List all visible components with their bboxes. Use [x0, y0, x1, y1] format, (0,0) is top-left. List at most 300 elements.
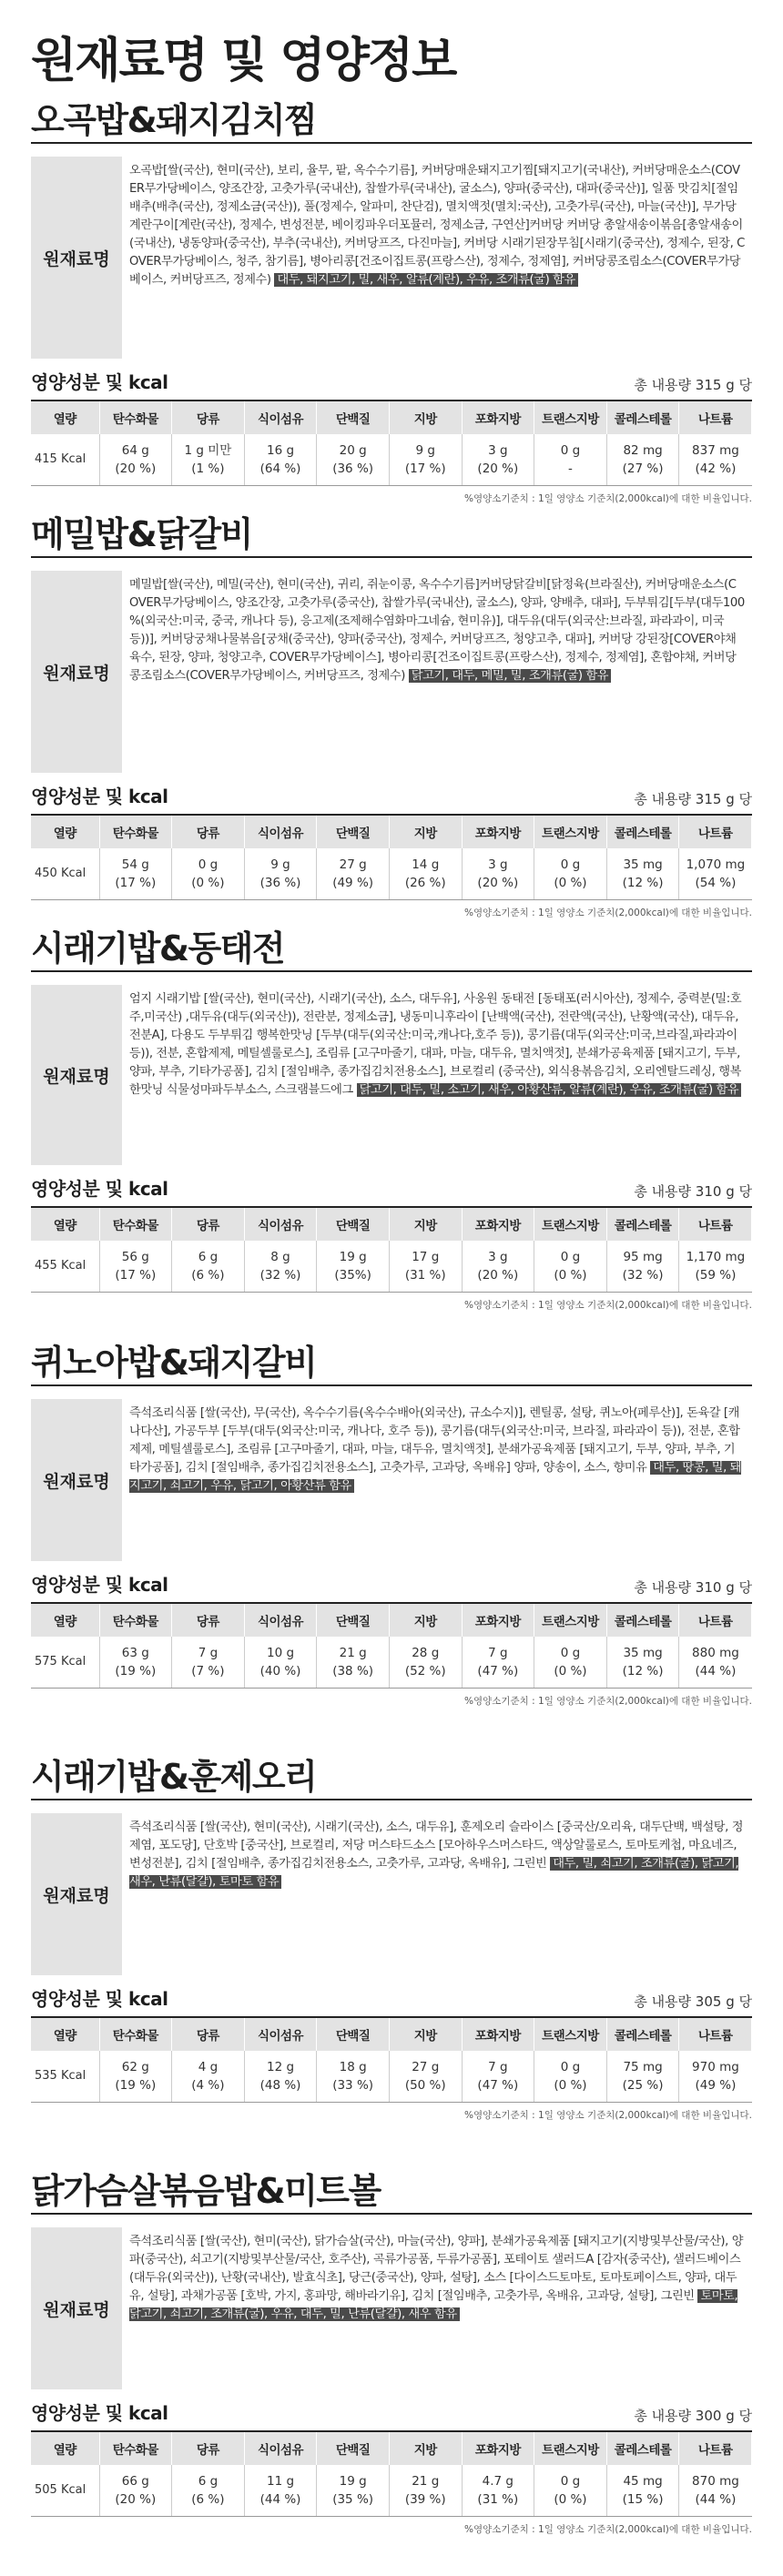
nutrient-amount: 0 g — [560, 857, 581, 872]
column-header: 탄수화물 — [99, 2432, 172, 2465]
total-amount: 총 내용량 300 g 당 — [634, 2408, 752, 2424]
nutrient-amount: 35 mg — [623, 1645, 663, 1660]
nutrition-table — [31, 1604, 752, 1689]
column-header: 콜레스테롤 — [606, 1208, 679, 1241]
ingredients-text — [122, 985, 752, 1165]
nutrient-percent: (38 %) — [332, 1663, 374, 1678]
product-name: 시래기밥&동태전 — [31, 919, 752, 972]
column-header: 지방 — [389, 401, 462, 434]
nutrient-amount: 7 g — [198, 1645, 219, 1660]
nutrition-header — [31, 1984, 752, 2018]
nutrient-cell — [317, 1241, 390, 1292]
kcal-cell: 535 Kcal — [31, 2051, 99, 2102]
nutrient-percent: (6 %) — [191, 1267, 225, 1283]
column-header: 콜레스테롤 — [606, 401, 679, 434]
nutrient-cell — [99, 1637, 172, 1688]
nutrient-amount: 1,070 mg — [686, 857, 746, 872]
nutrient-amount: 6 g — [198, 1249, 219, 1264]
table-row — [31, 848, 752, 899]
nutrient-percent: (27 %) — [622, 461, 664, 476]
nutrient-percent: (15 %) — [622, 2491, 664, 2507]
nutrient-percent: (17 %) — [115, 875, 157, 890]
kcal-cell: 450 Kcal — [31, 848, 99, 899]
column-header: 트랜스지방 — [534, 816, 607, 848]
column-header: 포화지방 — [462, 2018, 534, 2051]
column-header: 단백질 — [317, 1208, 390, 1241]
nutrient-percent: (26 %) — [404, 875, 446, 890]
product-section — [31, 505, 752, 919]
allergen-notice: 대두, 밀, 쇠고기, 조개류(굴), 닭고기, 새우, 난류(달걀), 토마토 함유 — [129, 1857, 739, 1889]
nutrient-percent: (32 %) — [622, 1267, 664, 1283]
column-header: 나트륨 — [679, 401, 752, 434]
column-header: 나트륨 — [679, 2432, 752, 2465]
nutrient-amount: 7 g — [488, 2059, 508, 2074]
daily-value-note: %영양소기준치 : 1일 영양소 기준치(2,000kcal)에 대한 비율입니다. — [463, 1695, 752, 1707]
ingredients-row — [31, 157, 752, 359]
ingredients-text — [122, 2227, 752, 2389]
nutrient-percent: (20 %) — [115, 2491, 157, 2507]
column-header: 식이섬유 — [244, 401, 317, 434]
ingredients-row — [31, 571, 752, 773]
product-section — [31, 1748, 752, 2162]
total-amount: 총 내용량 310 g 당 — [634, 1183, 752, 1200]
nutrient-percent: (54 %) — [695, 875, 737, 890]
column-header: 포화지방 — [462, 2432, 534, 2465]
nutrition-table — [31, 2432, 752, 2517]
ingredients-row — [31, 2227, 752, 2389]
nutrient-percent: (0 %) — [554, 1663, 587, 1678]
nutrient-percent: (49 %) — [695, 2077, 737, 2093]
table-row — [31, 2051, 752, 2102]
column-header: 지방 — [389, 1604, 462, 1637]
nutrient-percent: (47 %) — [477, 2077, 519, 2093]
ingredients-text — [122, 1813, 752, 1975]
column-header: 콜레스테롤 — [606, 2432, 679, 2465]
column-header: 나트륨 — [679, 1604, 752, 1637]
allergen-notice: 대두, 돼지고기, 밀, 새우, 알류(계란), 우유, 조개류(굴) 함유 — [274, 273, 577, 287]
table-row — [31, 1637, 752, 1688]
nutrient-percent: (0 %) — [554, 1267, 587, 1283]
nutrient-amount: 1,170 mg — [686, 1249, 746, 1264]
nutrient-amount: 20 g — [339, 442, 367, 458]
nutrient-amount: 95 mg — [623, 1249, 663, 1264]
column-header: 식이섬유 — [244, 816, 317, 848]
nutrient-percent: (20 %) — [477, 1267, 519, 1283]
nutrient-cell — [606, 848, 679, 899]
nutrient-cell — [462, 848, 534, 899]
nutrient-cell — [389, 434, 462, 485]
nutrient-cell — [389, 1637, 462, 1688]
nutrient-cell — [679, 1637, 752, 1688]
nutrition-header — [31, 1570, 752, 1604]
nutrient-percent: (17 %) — [115, 1267, 157, 1283]
nutrient-cell — [317, 848, 390, 899]
ingredients-label: 원재료명 — [31, 1813, 122, 1975]
nutrition-header — [31, 782, 752, 816]
column-header: 열량 — [31, 401, 99, 434]
nutrient-percent: (31 %) — [477, 2491, 519, 2507]
nutrient-amount: 62 g — [121, 2059, 149, 2074]
nutrient-amount: 970 mg — [692, 2059, 739, 2074]
nutrient-percent: (0 %) — [191, 875, 225, 890]
nutrient-percent: (44 %) — [695, 1663, 737, 1678]
nutrient-percent: (36 %) — [332, 461, 374, 476]
nutrient-amount: 9 g — [270, 857, 290, 872]
nutrient-percent: (35%) — [334, 1267, 371, 1283]
ingredients-row — [31, 1813, 752, 1975]
table-header-row — [31, 816, 752, 848]
nutrient-amount: 0 g — [560, 2473, 581, 2489]
nutrient-amount: 28 g — [412, 1645, 440, 1660]
nutrient-cell — [679, 2051, 752, 2102]
column-header: 포화지방 — [462, 816, 534, 848]
total-amount: 총 내용량 315 g 당 — [634, 377, 752, 393]
allergen-notice: 닭고기, 대두, 밀, 소고기, 새우, 아황산류, 알류(계란), 우유, 조개류(굴) 함유 — [357, 1083, 742, 1097]
nutrient-amount: 64 g — [121, 442, 149, 458]
column-header: 지방 — [389, 1208, 462, 1241]
column-header: 당류 — [172, 1208, 245, 1241]
nutrient-percent: (39 %) — [404, 2491, 446, 2507]
column-header: 단백질 — [317, 401, 390, 434]
column-header: 지방 — [389, 2018, 462, 2051]
column-header: 탄수화물 — [99, 1208, 172, 1241]
column-header: 당류 — [172, 816, 245, 848]
column-header: 당류 — [172, 401, 245, 434]
nutrient-percent: (12 %) — [622, 1663, 664, 1678]
nutrient-amount: 6 g — [198, 2473, 219, 2489]
nutrient-cell — [172, 2051, 245, 2102]
column-header: 탄수화물 — [99, 1604, 172, 1637]
nutrient-cell — [172, 1241, 245, 1292]
table-header-row — [31, 1208, 752, 1241]
nutrient-cell — [679, 1241, 752, 1292]
nutrient-amount: 75 mg — [623, 2059, 663, 2074]
ingredients-list: 즉석조리식품 [쌀(국산), 현미(국산), 시래기(국산), 소스, 대두유], 훈제오리 슬라이스 [중국산/오리육, 대두단백, 백설탕, 정제염, 포도당], 단호박 [중국산], 브로컬리, 저당 머스타드소스 [모아하우스머스타드, 액상알룰로스, 토마토케첩, 마요네즈, 변성전분], 김치 [절임배추, 종가집김치전용소스, 고춧가루, 고과당, 옥배유], 그린빈 — [129, 1820, 744, 1871]
product-name: 메밀밥&닭갈비 — [31, 505, 752, 558]
ingredients-row — [31, 1399, 752, 1561]
daily-value-note: %영양소기준치 : 1일 영양소 기준치(2,000kcal)에 대한 비율입니다. — [463, 2109, 752, 2121]
nutrient-percent: (19 %) — [115, 1663, 157, 1678]
nutrition-header — [31, 2399, 752, 2432]
nutrition-title: 영양성분 및 kcal — [31, 1988, 168, 2010]
column-header: 나트륨 — [679, 816, 752, 848]
nutrient-cell — [606, 1637, 679, 1688]
nutrient-cell — [317, 1637, 390, 1688]
column-header: 단백질 — [317, 816, 390, 848]
nutrient-percent: (0 %) — [554, 2077, 587, 2093]
product-name: 퀴노아밥&돼지갈비 — [31, 1334, 752, 1386]
allergen-notice: 토마토, 닭고기, 쇠고기, 조개류(굴), 우유, 대두, 밀, 난류(달걀), 새우 함유 — [129, 2289, 738, 2321]
nutrient-percent: (1 %) — [191, 461, 225, 476]
table-header-row — [31, 2018, 752, 2051]
nutrient-cell — [534, 1241, 607, 1292]
column-header: 콜레스테롤 — [606, 816, 679, 848]
nutrient-cell — [99, 2051, 172, 2102]
table-header-row — [31, 2432, 752, 2465]
nutrition-table — [31, 816, 752, 900]
nutrient-cell — [679, 848, 752, 899]
table-row — [31, 1241, 752, 1292]
nutrient-percent: (0 %) — [554, 875, 587, 890]
kcal-cell: 575 Kcal — [31, 1637, 99, 1688]
nutrient-percent: (36 %) — [259, 875, 301, 890]
nutrient-percent: (33 %) — [332, 2077, 374, 2093]
column-header: 열량 — [31, 2432, 99, 2465]
nutrient-amount: 1 g 미만 — [184, 442, 232, 458]
nutrient-cell — [317, 2465, 390, 2516]
column-header: 트랜스지방 — [534, 1208, 607, 1241]
column-header: 식이섬유 — [244, 2018, 317, 2051]
table-header-row — [31, 401, 752, 434]
nutrient-percent: (12 %) — [622, 875, 664, 890]
nutrient-percent: (47 %) — [477, 1663, 519, 1678]
nutrient-percent: (44 %) — [259, 2491, 301, 2507]
product-section — [31, 1334, 752, 1748]
column-header: 지방 — [389, 816, 462, 848]
nutrient-percent: (48 %) — [259, 2077, 301, 2093]
nutrient-amount: 82 mg — [623, 442, 663, 458]
nutrient-amount: 837 mg — [692, 442, 739, 458]
nutrient-amount: 0 g — [560, 442, 581, 458]
nutrient-cell — [389, 2051, 462, 2102]
nutrient-amount: 35 mg — [623, 857, 663, 872]
nutrient-amount: 18 g — [339, 2059, 367, 2074]
nutrient-amount: 21 g — [339, 1645, 367, 1660]
nutrient-percent: (31 %) — [404, 1267, 446, 1283]
nutrient-cell — [679, 2465, 752, 2516]
daily-value-note: %영양소기준치 : 1일 영양소 기준치(2,000kcal)에 대한 비율입니다. — [463, 492, 752, 504]
product-section — [31, 2162, 752, 2576]
ingredients-text — [122, 1399, 752, 1561]
nutrient-amount: 8 g — [270, 1249, 290, 1264]
column-header: 트랜스지방 — [534, 2432, 607, 2465]
column-header: 콜레스테롤 — [606, 1604, 679, 1637]
allergen-notice: 대두, 땅콩, 밀, 돼지고기, 쇠고기, 우유, 닭고기, 아황산류 함유 — [129, 1461, 742, 1493]
column-header: 탄수화물 — [99, 2018, 172, 2051]
nutrient-cell — [244, 1241, 317, 1292]
nutrition-title: 영양성분 및 kcal — [31, 1574, 168, 1596]
column-header: 트랜스지방 — [534, 2018, 607, 2051]
nutrient-amount: 880 mg — [692, 1645, 739, 1660]
table-row — [31, 2465, 752, 2516]
nutrient-cell — [606, 2051, 679, 2102]
nutrient-amount: 54 g — [121, 857, 149, 872]
nutrient-amount: 66 g — [121, 2473, 149, 2489]
ingredients-text — [122, 571, 752, 773]
ingredients-row — [31, 985, 752, 1165]
nutrient-amount: 0 g — [560, 1249, 581, 1264]
nutrient-amount: 3 g — [488, 442, 508, 458]
product-list — [31, 91, 752, 2576]
nutrient-cell — [99, 2465, 172, 2516]
ingredients-label: 원재료명 — [31, 157, 122, 359]
nutrient-amount: 10 g — [267, 1645, 295, 1660]
ingredients-list: 오곡밥[쌀(국산), 현미(국산), 보리, 율무, 팥, 옥수수기름], 커버당매운돼지고기찜[돼지고기(국내산), 커버당매운소스(COVER무가당베이스, 양조간장, 고춧가루(국내산), 찹쌀가루(국내산), 굴소스), 양파(중국산), 대파(중국산)], 일품 맛김치[절임배추(배추(국산), 정제소금(국산)), 풀(정제수, 알파미, 찬단검), 멸치액젓(멸치:국산), 고춧가루(국산), 마늘(국산)], 무가당계란구이[계란(국산), 정제수, 변성전분, 베이킹파우더포뮬러, 정제소금, 구연산]커버당 커버당 총알새송이볶음[총알새송이(국내산), 냉동양파(중국산), 부추(국내산), 커버당프즈, 다진마늘], 커버당 시래기된장무침[시래기(중국산), 정제수, 된장, COVER무가당베이스, 청주, 참기름], 병아리콩[건조이집트콩(프랑스산), 정제수, 정제염], 커버당콩조림소스(COVER무가당베이스, 커버당프즈, 정제수) — [129, 164, 745, 287]
column-header: 식이섬유 — [244, 1604, 317, 1637]
nutrient-cell — [172, 2465, 245, 2516]
nutrient-cell — [534, 434, 607, 485]
nutrient-cell — [99, 434, 172, 485]
column-header: 나트륨 — [679, 1208, 752, 1241]
nutrition-title: 영양성분 및 kcal — [31, 371, 168, 393]
total-amount: 총 내용량 305 g 당 — [634, 1993, 752, 2010]
nutrient-amount: 7 g — [488, 1645, 508, 1660]
nutrient-amount: 0 g — [198, 857, 219, 872]
nutrient-percent: (20 %) — [477, 461, 519, 476]
column-header: 식이섬유 — [244, 2432, 317, 2465]
nutrient-cell — [606, 1241, 679, 1292]
nutrient-amount: 4.7 g — [482, 2473, 514, 2489]
nutrient-amount: 17 g — [412, 1249, 440, 1264]
nutrition-title: 영양성분 및 kcal — [31, 786, 168, 807]
nutrient-percent: (20 %) — [115, 461, 157, 476]
nutrient-percent: - — [568, 461, 573, 476]
kcal-cell: 505 Kcal — [31, 2465, 99, 2516]
nutrient-percent: (32 %) — [259, 1267, 301, 1283]
nutrient-percent: (6 %) — [191, 2491, 225, 2507]
nutrient-amount: 19 g — [339, 1249, 367, 1264]
nutrient-cell — [462, 2465, 534, 2516]
nutrition-header — [31, 368, 752, 401]
nutrient-percent: (44 %) — [695, 2491, 737, 2507]
column-header: 트랜스지방 — [534, 401, 607, 434]
nutrient-percent: (20 %) — [477, 875, 519, 890]
nutrient-amount: 16 g — [267, 442, 295, 458]
nutrient-amount: 0 g — [560, 1645, 581, 1660]
column-header: 나트륨 — [679, 2018, 752, 2051]
column-header: 탄수화물 — [99, 816, 172, 848]
nutrient-amount: 870 mg — [692, 2473, 739, 2489]
nutrition-header — [31, 1174, 752, 1208]
column-header: 당류 — [172, 1604, 245, 1637]
column-header: 콜레스테롤 — [606, 2018, 679, 2051]
daily-value-note: %영양소기준치 : 1일 영양소 기준치(2,000kcal)에 대한 비율입니다. — [463, 907, 752, 918]
nutrient-percent: (25 %) — [622, 2077, 664, 2093]
ingredients-label: 원재료명 — [31, 571, 122, 773]
nutrient-percent: (52 %) — [404, 1663, 446, 1678]
column-header: 단백질 — [317, 2432, 390, 2465]
nutrition-table — [31, 1208, 752, 1293]
column-header: 포화지방 — [462, 401, 534, 434]
nutrient-cell — [534, 2465, 607, 2516]
nutrient-amount: 11 g — [267, 2473, 295, 2489]
nutrient-cell — [172, 434, 245, 485]
nutrient-percent: (40 %) — [259, 1663, 301, 1678]
nutrient-cell — [389, 2465, 462, 2516]
nutrient-cell — [317, 434, 390, 485]
nutrient-amount: 56 g — [121, 1249, 149, 1264]
nutrient-cell — [389, 1241, 462, 1292]
product-name: 닭가슴살볶음밥&미트볼 — [31, 2162, 752, 2215]
nutrient-percent: (42 %) — [695, 461, 737, 476]
nutrient-amount: 27 g — [412, 2059, 440, 2074]
nutrient-percent: (64 %) — [259, 461, 301, 476]
table-header-row — [31, 1604, 752, 1637]
nutrient-amount: 14 g — [412, 857, 440, 872]
ingredients-label: 원재료명 — [31, 2227, 122, 2389]
column-header: 단백질 — [317, 2018, 390, 2051]
nutrition-table — [31, 401, 752, 486]
product-section — [31, 91, 752, 505]
nutrient-cell — [244, 2465, 317, 2516]
nutrient-percent: (50 %) — [404, 2077, 446, 2093]
nutrient-cell — [534, 1637, 607, 1688]
kcal-cell: 455 Kcal — [31, 1241, 99, 1292]
nutrient-amount: 21 g — [412, 2473, 440, 2489]
column-header: 열량 — [31, 1604, 99, 1637]
nutrition-title: 영양성분 및 kcal — [31, 2402, 168, 2424]
nutrient-percent: (19 %) — [115, 2077, 157, 2093]
nutrient-amount: 3 g — [488, 857, 508, 872]
column-header: 열량 — [31, 816, 99, 848]
nutrient-cell — [99, 1241, 172, 1292]
ingredients-list: 엄지 시래기밥 [쌀(국산), 현미(국산), 시래기(국산), 소스, 대두유], 사옹원 동태전 [동태포(러시아산), 정제수, 중력분(밀:호주,미국산) ,대두유(대두(외국산)), 전란분, 정제소금], 냉동미니후라이 [난백액(국산), 전란액(국산), 난황액(국산), 대두유, 전분A], 다용도 두부튀김 행복한맛닝 [두부(대두(외국산:미국,캐나다,호주 등)), 콩기름(대두(외국산:미국,브라질,파라과이 등)), 전분, 혼합제제, 메틸셀룰로스], 조림류 [고구마줄기, 대파, 마늘, 대두유, 멸치액젓], 분쇄가공육제품 [돼지고기, 두부, 양파, 부추, 기타가공품], 김치 [절임배추, 종가집김치전용소스], 브로컬리 (중국산), 외식용볶음김치, 오리엔탈드레싱, 행복한맛닝 식물성마파두부소스, 스크램블드에그 — [129, 992, 742, 1097]
ingredients-text — [122, 157, 752, 359]
nutrient-cell — [172, 1637, 245, 1688]
page-title: 원재료명 및 영양정보 — [31, 34, 456, 88]
ingredients-list: 즉석조리식품 [쌀(국산), 현미(국산), 닭가슴살(국산), 마늘(국산), 양파], 분쇄가공육제품 [돼지고기(지방및부산물/국산), 양파(중국산), 쇠고기(지방및부산물/국산, 호주산), 곡류가공품, 두류가공품], 포테이토 샐러드A [감자(중국산), 샐러드베이스(대두유(외국산)), 난황(국내산), 발효식초], 당근(중국산), 양파, 설탕], 소스 [다이스드토마토, 토마토페이스트, 양파, 대두유, 설탕], 과채가공품 [호박, 가지, 홍파망, 해바라기유], 김치 [절임배추, 고춧가루, 옥배유, 고과당, 설탕], 그린빈 — [129, 2235, 744, 2303]
nutrition-table — [31, 2018, 752, 2103]
column-header: 포화지방 — [462, 1604, 534, 1637]
ingredients-list: 즉석조리식품 [쌀(국산), 무(국산), 옥수수기름(옥수수배아(외국산), 규소수지)], 렌틸콩, 설탕, 퀴노아(페루산)], 돈육갈 [캐나다산], 가공두부 [두부(대두(외국산:미국, 캐나다, 호주 등)), 콩기름(대두(외국산:미국, 브라질, 파라과이 등)), 전분, 혼합제제, 메틸셀룰로스], 조림류 [고구마줄기, 대파, 마늘, 대두유, 멸치액젓], 분쇄가공육제품 [돼지고기, 두부, 양파, 부추, 기타가공품], 김치 [절임배추, 종가집김치전용소스], 고춧가루, 고과당, 옥배유] 양파, 양송이, 소스, 향미유 — [129, 1406, 740, 1475]
column-header: 지방 — [389, 2432, 462, 2465]
ingredients-label: 원재료명 — [31, 985, 122, 1165]
nutrient-cell — [679, 434, 752, 485]
nutrient-cell — [606, 434, 679, 485]
nutrient-cell — [99, 848, 172, 899]
nutrient-cell — [389, 848, 462, 899]
nutrient-cell — [244, 2051, 317, 2102]
column-header: 열량 — [31, 2018, 99, 2051]
nutrient-percent: (49 %) — [332, 875, 374, 890]
column-header: 식이섬유 — [244, 1208, 317, 1241]
nutrient-cell — [534, 848, 607, 899]
nutrient-percent: (59 %) — [695, 1267, 737, 1283]
column-header: 포화지방 — [462, 1208, 534, 1241]
nutrient-amount: 27 g — [339, 857, 367, 872]
column-header: 당류 — [172, 2432, 245, 2465]
nutrient-cell — [462, 2051, 534, 2102]
column-header: 트랜스지방 — [534, 1604, 607, 1637]
nutrient-percent: (17 %) — [404, 461, 446, 476]
total-amount: 총 내용량 315 g 당 — [634, 791, 752, 807]
nutrient-percent: (35 %) — [332, 2491, 374, 2507]
product-name: 시래기밥&훈제오리 — [31, 1748, 752, 1800]
nutrient-amount: 63 g — [121, 1645, 149, 1660]
nutrient-cell — [462, 1637, 534, 1688]
column-header: 단백질 — [317, 1604, 390, 1637]
table-row — [31, 434, 752, 485]
nutrient-percent: (0 %) — [554, 2491, 587, 2507]
column-header: 열량 — [31, 1208, 99, 1241]
nutrient-amount: 9 g — [415, 442, 435, 458]
nutrient-cell — [317, 2051, 390, 2102]
nutrition-title: 영양성분 및 kcal — [31, 1178, 168, 1200]
nutrient-cell — [462, 1241, 534, 1292]
total-amount: 총 내용량 310 g 당 — [634, 1579, 752, 1596]
nutrient-cell — [606, 2465, 679, 2516]
daily-value-note: %영양소기준치 : 1일 영양소 기준치(2,000kcal)에 대한 비율입니다. — [463, 2523, 752, 2535]
column-header: 탄수화물 — [99, 401, 172, 434]
column-header: 당류 — [172, 2018, 245, 2051]
nutrient-amount: 0 g — [560, 2059, 581, 2074]
product-name: 오곡밥&돼지김치찜 — [31, 91, 752, 144]
product-section — [31, 919, 752, 1334]
nutrient-amount: 12 g — [267, 2059, 295, 2074]
ingredients-label: 원재료명 — [31, 1399, 122, 1561]
nutrient-amount: 45 mg — [623, 2473, 663, 2489]
nutrient-cell — [244, 848, 317, 899]
